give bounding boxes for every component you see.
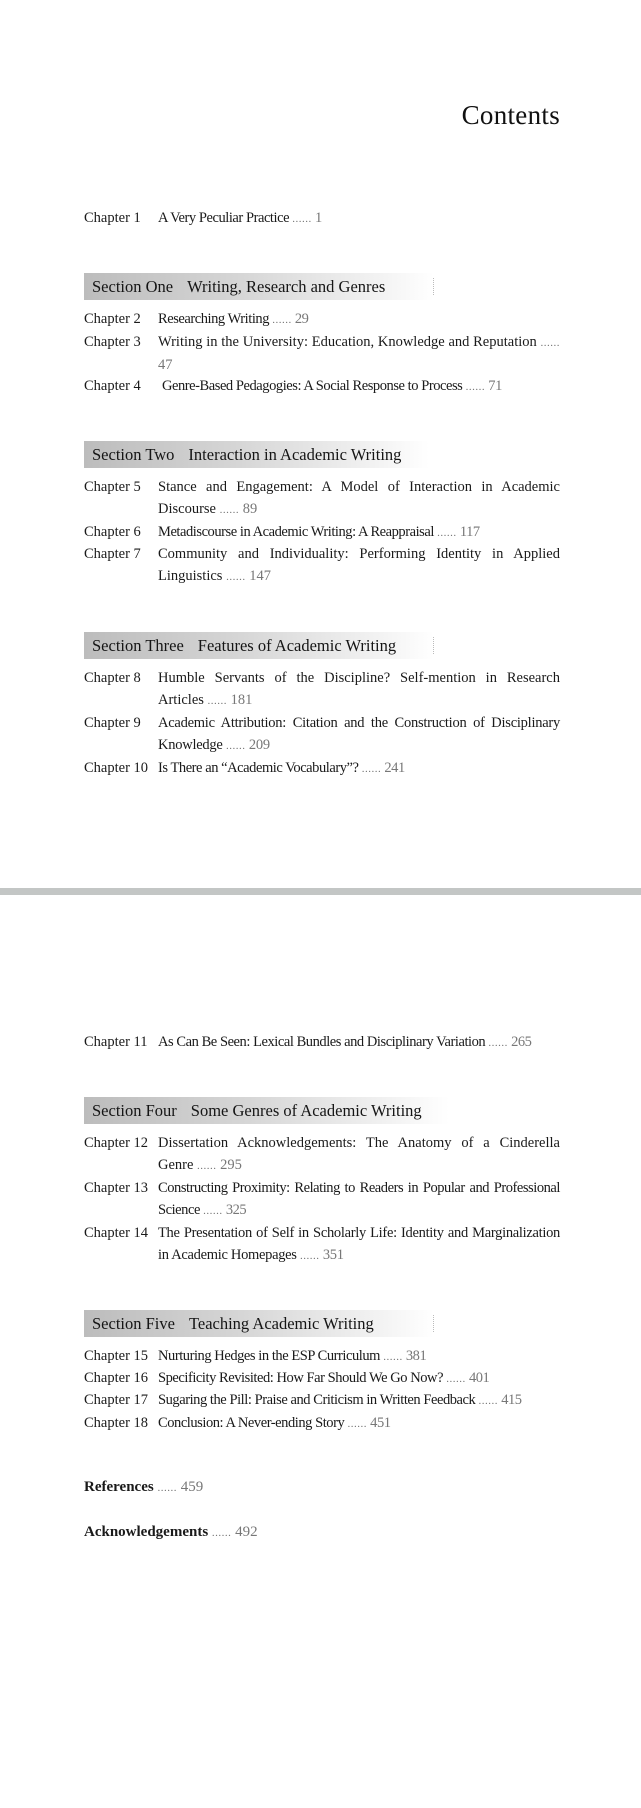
toc-entry-chapter-14[interactable] [84, 1222, 560, 1267]
page-two [0, 895, 641, 1808]
toc-entry-chapter-5[interactable] [84, 476, 560, 521]
references-label: References [84, 1479, 154, 1495]
toc-entry-chapter-9[interactable] [84, 712, 560, 757]
toc-entry-chapter-11[interactable] [84, 1031, 560, 1054]
chapter-title: As Can Be Seen: Lexical Bundles and Disciplinary Variation [158, 1034, 486, 1050]
dot-leader: ...... [197, 1160, 217, 1172]
dot-leader: ...... [488, 1037, 508, 1049]
chapter-title: Is There an “Academic Vocabulary”? [158, 760, 359, 776]
chapter-title: Humble Servants of the Discipline? Self-mention in Research Articles [158, 670, 560, 708]
dot-leader: ...... [465, 381, 486, 393]
section-header-one [84, 273, 434, 300]
dot-leader: ...... [225, 740, 246, 752]
dot-leader: ...... [211, 1527, 232, 1539]
page-number: 451 [370, 1415, 391, 1431]
section-label: Section One [92, 277, 174, 296]
dot-leader: ...... [299, 1250, 320, 1262]
section-header-three [84, 632, 434, 659]
page-separator [0, 888, 641, 895]
chapter-label: Chapter 11 [84, 1034, 148, 1050]
chapter-title: A Very Peculiar Practice [158, 210, 290, 226]
section-label: Section Two [92, 445, 175, 464]
chapter-label: Chapter 16 [84, 1370, 149, 1386]
dot-leader: ...... [292, 213, 312, 225]
chapter-title: Genre-Based Pedagogies: A Social Response to Process [162, 378, 463, 394]
page-number: 29 [294, 311, 309, 327]
dot-leader: ...... [361, 763, 382, 775]
toc-entry-chapter-1[interactable] [84, 207, 560, 230]
toc-entry-chapter-8[interactable] [84, 667, 560, 712]
chapter-title: Sugaring the Pill: Praise and Criticism in Written Feedback [158, 1392, 476, 1408]
page-number: 209 [248, 737, 270, 753]
section-divider [433, 1315, 434, 1332]
section-label: Section Three [92, 636, 184, 655]
toc-entry-chapter-3[interactable] [84, 331, 560, 376]
page-number: 325 [225, 1202, 247, 1218]
section-label: Section Four [92, 1101, 177, 1120]
page-number: 89 [242, 501, 258, 517]
chapter-title: Specificity Revisited: How Far Should We Go Now? [158, 1370, 444, 1386]
toc-entry-chapter-18[interactable] [84, 1412, 560, 1435]
page-title: Contents [461, 100, 560, 130]
chapter-label: Chapter 6 [84, 524, 141, 540]
toc-entry-chapter-17[interactable] [84, 1389, 560, 1412]
section-title: Teaching Academic Writing [188, 1314, 374, 1333]
page-number: 295 [220, 1157, 242, 1173]
section-title: Features of Academic Writing [197, 636, 397, 655]
chapter-label: Chapter 13 [84, 1180, 149, 1196]
chapter-title: Conclusion: A Never-ending Story [158, 1415, 345, 1431]
chapter-label: Chapter 8 [84, 670, 141, 686]
dot-leader: ...... [157, 1482, 177, 1494]
page-number: 71 [488, 378, 502, 394]
page-one [0, 0, 641, 888]
chapter-label: Chapter 7 [84, 546, 141, 562]
chapter-title: The Presentation of Self in Scholarly Life: Identity and Marginalization in Academic Homepages [158, 1225, 560, 1263]
toc-entry-chapter-2[interactable] [84, 308, 560, 331]
section-header-two [84, 441, 429, 468]
chapter-title: Community and Individuality: Performing Identity in Applied Linguistics [158, 546, 560, 584]
toc-entry-chapter-13[interactable] [84, 1177, 560, 1222]
dot-leader: ...... [272, 314, 292, 326]
toc-entry-references[interactable] [84, 1479, 203, 1496]
toc-entry-chapter-15[interactable] [84, 1345, 560, 1368]
chapter-title: Nurturing Hedges in the ESP Curriculum [158, 1348, 380, 1364]
section-divider [433, 637, 434, 654]
chapter-label: Chapter 3 [84, 334, 141, 350]
acknowledgements-label: Acknowledgements [84, 1524, 209, 1540]
dot-leader: ...... [207, 695, 228, 707]
dot-leader: ...... [478, 1395, 499, 1407]
section-title: Interaction in Academic Writing [188, 445, 402, 464]
dot-leader: ...... [437, 527, 457, 539]
page-number: 1 [314, 210, 322, 226]
toc-entry-acknowledgements[interactable] [84, 1524, 258, 1541]
chapter-label: Chapter 18 [84, 1415, 149, 1431]
page-number: 459 [180, 1479, 204, 1495]
chapter-label: Chapter 4 [84, 378, 141, 394]
toc-entry-chapter-4[interactable] [84, 375, 560, 398]
chapter-label: Chapter 12 [84, 1135, 149, 1151]
chapter-title: Metadiscourse in Academic Writing: A Reappraisal [158, 524, 434, 540]
dot-leader: ...... [347, 1418, 367, 1430]
toc-entry-chapter-10[interactable] [84, 757, 560, 780]
section-label: Section Five [92, 1314, 175, 1333]
chapter-label: Chapter 14 [84, 1225, 149, 1241]
chapter-title: Academic Attribution: Citation and the Construction of Disciplinary Knowledge [158, 715, 560, 753]
chapter-label: Chapter 15 [84, 1348, 149, 1364]
page-number: 351 [322, 1247, 344, 1263]
page-number: 181 [230, 692, 253, 708]
page-number: 492 [235, 1524, 258, 1540]
chapter-label: Chapter 1 [84, 210, 141, 226]
chapter-title: Researching Writing [158, 311, 269, 327]
dot-leader: ...... [203, 1205, 223, 1217]
chapter-label: Chapter 9 [84, 715, 141, 731]
toc-entry-chapter-16[interactable] [84, 1367, 560, 1390]
page-number: 47 [158, 357, 173, 373]
page-number: 241 [384, 760, 405, 776]
chapter-label: Chapter 17 [84, 1392, 149, 1408]
dot-leader: ...... [383, 1351, 403, 1363]
page-number: 147 [249, 568, 271, 584]
section-divider [433, 278, 434, 295]
page-number: 265 [511, 1034, 532, 1050]
section-title: Writing, Research and Genres [187, 277, 386, 296]
page-number: 415 [501, 1392, 522, 1408]
section-title: Some Genres of Academic Writing [190, 1101, 422, 1120]
section-header-four [84, 1097, 449, 1124]
chapter-title: Dissertation Acknowledgements: The Anatomy of a Cinderella Genre [158, 1135, 560, 1173]
toc-entry-chapter-7[interactable] [84, 543, 560, 588]
toc-entry-chapter-6[interactable] [84, 521, 560, 544]
page-number: 381 [405, 1348, 427, 1364]
section-header-five [84, 1310, 434, 1337]
page-number: 401 [468, 1370, 490, 1386]
chapter-title: Stance and Engagement: A Model of Interaction in Academic Discourse [158, 479, 560, 517]
chapter-title: Constructing Proximity: Relating to Readers in Popular and Professional Science [158, 1180, 560, 1218]
chapter-title: Writing in the University: Education, Knowledge and Reputation [158, 334, 537, 350]
dot-leader: ...... [446, 1373, 466, 1385]
chapter-label: Chapter 5 [84, 479, 141, 495]
toc-entry-chapter-12[interactable] [84, 1132, 560, 1177]
chapter-label: Chapter 2 [84, 311, 141, 327]
chapter-label: Chapter 10 [84, 760, 149, 776]
dot-leader: ...... [226, 571, 246, 583]
page-number: 117 [459, 524, 480, 540]
dot-leader: ...... [219, 504, 240, 516]
dot-leader: ...... [540, 337, 561, 349]
